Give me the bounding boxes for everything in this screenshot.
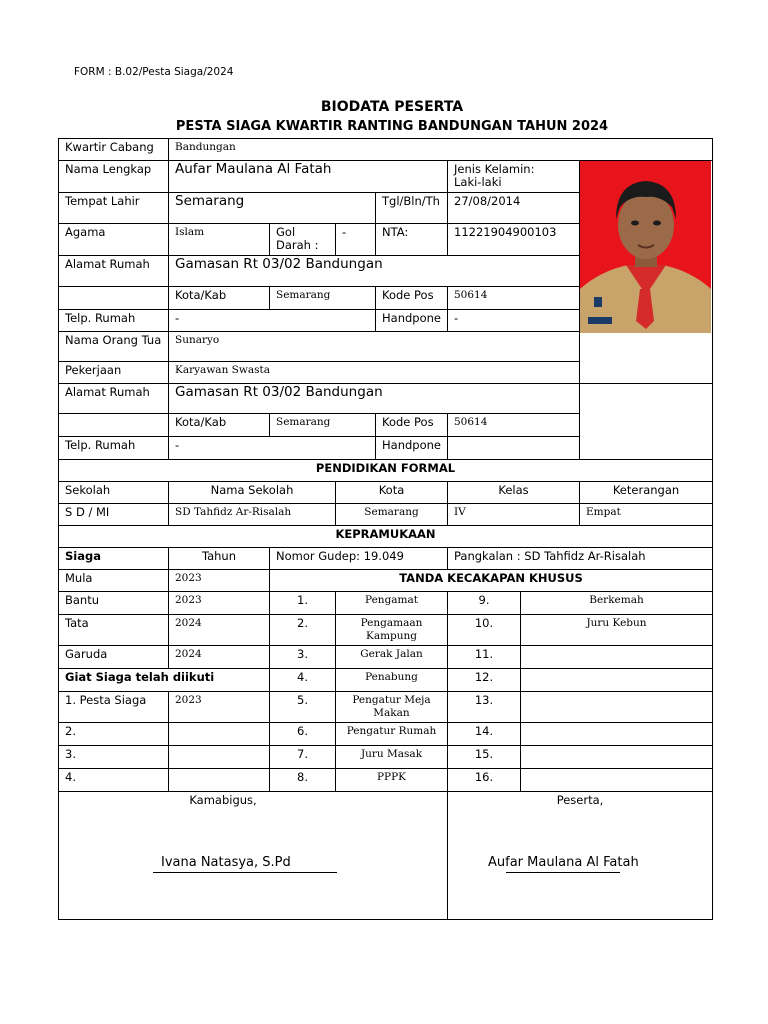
tkk-no: 7. <box>270 746 336 769</box>
tkk-no: 6. <box>270 723 336 746</box>
signature-left <box>59 792 448 920</box>
alamat-value: Gamasan Rt 03/02 Bandungan <box>169 256 580 287</box>
kota-value: Semarang <box>270 287 376 310</box>
tkk-name: Pengatur Meja Makan <box>336 692 448 723</box>
kodepos-ortu-value: 50614 <box>448 414 580 437</box>
giat-year: 2023 <box>169 692 270 723</box>
tkk-name: Pengamaan Kampung <box>336 615 448 646</box>
pekerjaan-label: Pekerjaan <box>59 362 169 384</box>
giat-label: 1. Pesta Siaga <box>59 692 169 723</box>
handphone-ortu-value <box>448 437 580 460</box>
tkk-no: 9. <box>448 592 521 615</box>
tkk-no: 14. <box>448 723 521 746</box>
biodata-form <box>58 138 713 920</box>
tkk-row <box>59 592 713 615</box>
orang-tua-label: Nama Orang Tua <box>59 332 169 362</box>
tkk-name: PPPK <box>336 769 448 792</box>
kwartir-value: Bandungan <box>169 139 713 161</box>
tkk-no: 16. <box>448 769 521 792</box>
level-year: 2024 <box>169 646 270 669</box>
tkk-no: 1. <box>270 592 336 615</box>
tkk-name: Pengamat <box>336 592 448 615</box>
nta-value: 11221904900103 <box>448 224 580 256</box>
table-cell: Empat <box>580 504 713 526</box>
tkk-no: 4. <box>270 669 336 692</box>
orang-tua-value: Sunaryo <box>169 332 580 362</box>
giat-year <box>169 769 270 792</box>
gol-darah-label: Gol Darah : <box>270 224 336 256</box>
nta-label: NTA: <box>376 224 448 256</box>
handphone-label: Handpone <box>376 310 448 332</box>
agama-label: Agama <box>59 224 169 256</box>
tkk-no: 8. <box>270 769 336 792</box>
tkk-name: Penabung <box>336 669 448 692</box>
tkk-name: Berkemah <box>521 592 713 615</box>
kepramukaan-heading: KEPRAMUKAAN <box>59 526 713 548</box>
tkk-no: 15. <box>448 746 521 769</box>
table-cell: Semarang <box>336 504 448 526</box>
row-alamat-ortu <box>59 384 713 414</box>
telp-label: Telp. Rumah <box>59 310 169 332</box>
tkk-name: Juru Masak <box>336 746 448 769</box>
nama-value: Aufar Maulana Al Fatah <box>169 161 448 193</box>
telp-value: - <box>169 310 376 332</box>
level-label: Tata <box>59 615 169 646</box>
kota-ortu-label: Kota/Kab <box>169 414 270 437</box>
gudep: Nomor Gudep: 19.049 <box>270 548 448 570</box>
jk-label: Jenis Kelamin: <box>454 162 535 176</box>
tempat-lahir-value: Semarang <box>169 193 376 224</box>
col-header: Sekolah <box>59 482 169 504</box>
signature-line <box>153 872 337 873</box>
giat-year <box>169 723 270 746</box>
giat-label: 3. <box>59 746 169 769</box>
tkk-no: 10. <box>448 615 521 646</box>
kodepos-label: Kode Pos <box>376 287 448 310</box>
signature-right <box>448 792 713 920</box>
alamat-ortu-value: Gamasan Rt 03/02 Bandungan <box>169 384 580 414</box>
telp-ortu-value: - <box>169 437 376 460</box>
row-telp-ortu <box>59 437 713 460</box>
col-header: Kelas <box>448 482 580 504</box>
tkk-name: Gerak Jalan <box>336 646 448 669</box>
kota-ortu-value: Semarang <box>270 414 376 437</box>
jenis-kelamin <box>448 161 580 193</box>
tgl-value: 27/08/2014 <box>448 193 580 224</box>
handphone-value: - <box>448 310 580 332</box>
row-kwartir <box>59 139 713 161</box>
kwartir-label: Kwartir Cabang <box>59 139 169 161</box>
tkk-name <box>521 769 713 792</box>
telp-ortu-label: Telp. Rumah <box>59 437 169 460</box>
siaga-label: Siaga <box>59 548 169 570</box>
page-subtitle: PESTA SIAGA KWARTIR RANTING BANDUNGAN TAHUN 2024 <box>175 119 609 134</box>
pekerjaan-value: Karyawan Swasta <box>169 362 580 384</box>
tkk-no: 11. <box>448 646 521 669</box>
table-cell: S D / MI <box>59 504 169 526</box>
tkk-row <box>59 769 713 792</box>
level-year: 2023 <box>169 570 270 592</box>
kodepos-ortu-label: Kode Pos <box>376 414 448 437</box>
handphone-ortu-label: Handpone <box>376 437 448 460</box>
photo-cell <box>580 161 713 384</box>
level-year: 2023 <box>169 592 270 615</box>
kamabigus-label: Kamabigus, <box>189 793 257 807</box>
pendidikan-heading: PENDIDIKAN FORMAL <box>59 460 713 482</box>
agama-value: Islam <box>169 224 270 256</box>
tkk-no: 3. <box>270 646 336 669</box>
level-label: Bantu <box>59 592 169 615</box>
tkk-name: Pengatur Rumah <box>336 723 448 746</box>
col-header: Kota <box>336 482 448 504</box>
giat-label: 2. <box>59 723 169 746</box>
giat-label: 4. <box>59 769 169 792</box>
table-cell: IV <box>448 504 580 526</box>
col-header: Keterangan <box>580 482 713 504</box>
tkk-row <box>59 669 713 692</box>
kota-label: Kota/Kab <box>169 287 270 310</box>
tkk-name <box>521 692 713 723</box>
tkk-row <box>59 615 713 646</box>
tkk-heading: TANDA KECAKAPAN KHUSUS <box>270 570 713 592</box>
tkk-no: 2. <box>270 615 336 646</box>
tkk-no: 12. <box>448 669 521 692</box>
row-pendidikan-data <box>59 504 713 526</box>
peserta-label: Peserta, <box>556 793 604 807</box>
row-mula <box>59 570 713 592</box>
row-signatures <box>59 792 713 920</box>
tkk-row <box>59 746 713 769</box>
participant-photo <box>580 161 711 333</box>
row-nama <box>59 161 713 193</box>
peserta-name: Aufar Maulana Al Fatah <box>488 855 639 870</box>
alamat-ortu-label: Alamat Rumah <box>59 384 169 414</box>
alamat-label: Alamat Rumah <box>59 256 169 287</box>
tkk-row <box>59 692 713 723</box>
level-label: Mula <box>59 570 169 592</box>
page-title: BIODATA PESERTA <box>320 99 464 115</box>
tempat-lahir-label: Tempat Lahir <box>59 193 169 224</box>
giat-heading: Giat Siaga telah diikuti <box>59 669 270 692</box>
signature-line <box>506 872 620 873</box>
level-year: 2024 <box>169 615 270 646</box>
tkk-name <box>521 746 713 769</box>
row-kota-ortu <box>59 414 713 437</box>
row-kepramukaan-heading <box>59 526 713 548</box>
gol-darah-value: - <box>336 224 376 256</box>
row-pendidikan-headers <box>59 482 713 504</box>
tahun-label: Tahun <box>169 548 270 570</box>
kamabigus-name: Ivana Natasya, S.Pd <box>161 855 291 870</box>
tkk-name <box>521 669 713 692</box>
level-label: Garuda <box>59 646 169 669</box>
nama-label: Nama Lengkap <box>59 161 169 193</box>
row-pendidikan-heading <box>59 460 713 482</box>
tkk-row <box>59 646 713 669</box>
row-siaga <box>59 548 713 570</box>
tkk-name <box>521 723 713 746</box>
tkk-name: Juru Kebun <box>521 615 713 646</box>
pangkalan: Pangkalan : SD Tahfidz Ar-Risalah <box>448 548 713 570</box>
form-code: FORM : B.02/Pesta Siaga/2024 <box>74 66 234 78</box>
kodepos-value: 50614 <box>448 287 580 310</box>
jk-value: Laki-laki <box>454 175 502 189</box>
giat-year <box>169 746 270 769</box>
col-header: Nama Sekolah <box>169 482 336 504</box>
tkk-name <box>521 646 713 669</box>
tkk-no: 5. <box>270 692 336 723</box>
tkk-no: 13. <box>448 692 521 723</box>
tgl-label: Tgl/Bln/Th <box>376 193 448 224</box>
table-cell: SD Tahfidz Ar-Risalah <box>169 504 336 526</box>
tkk-row <box>59 723 713 746</box>
